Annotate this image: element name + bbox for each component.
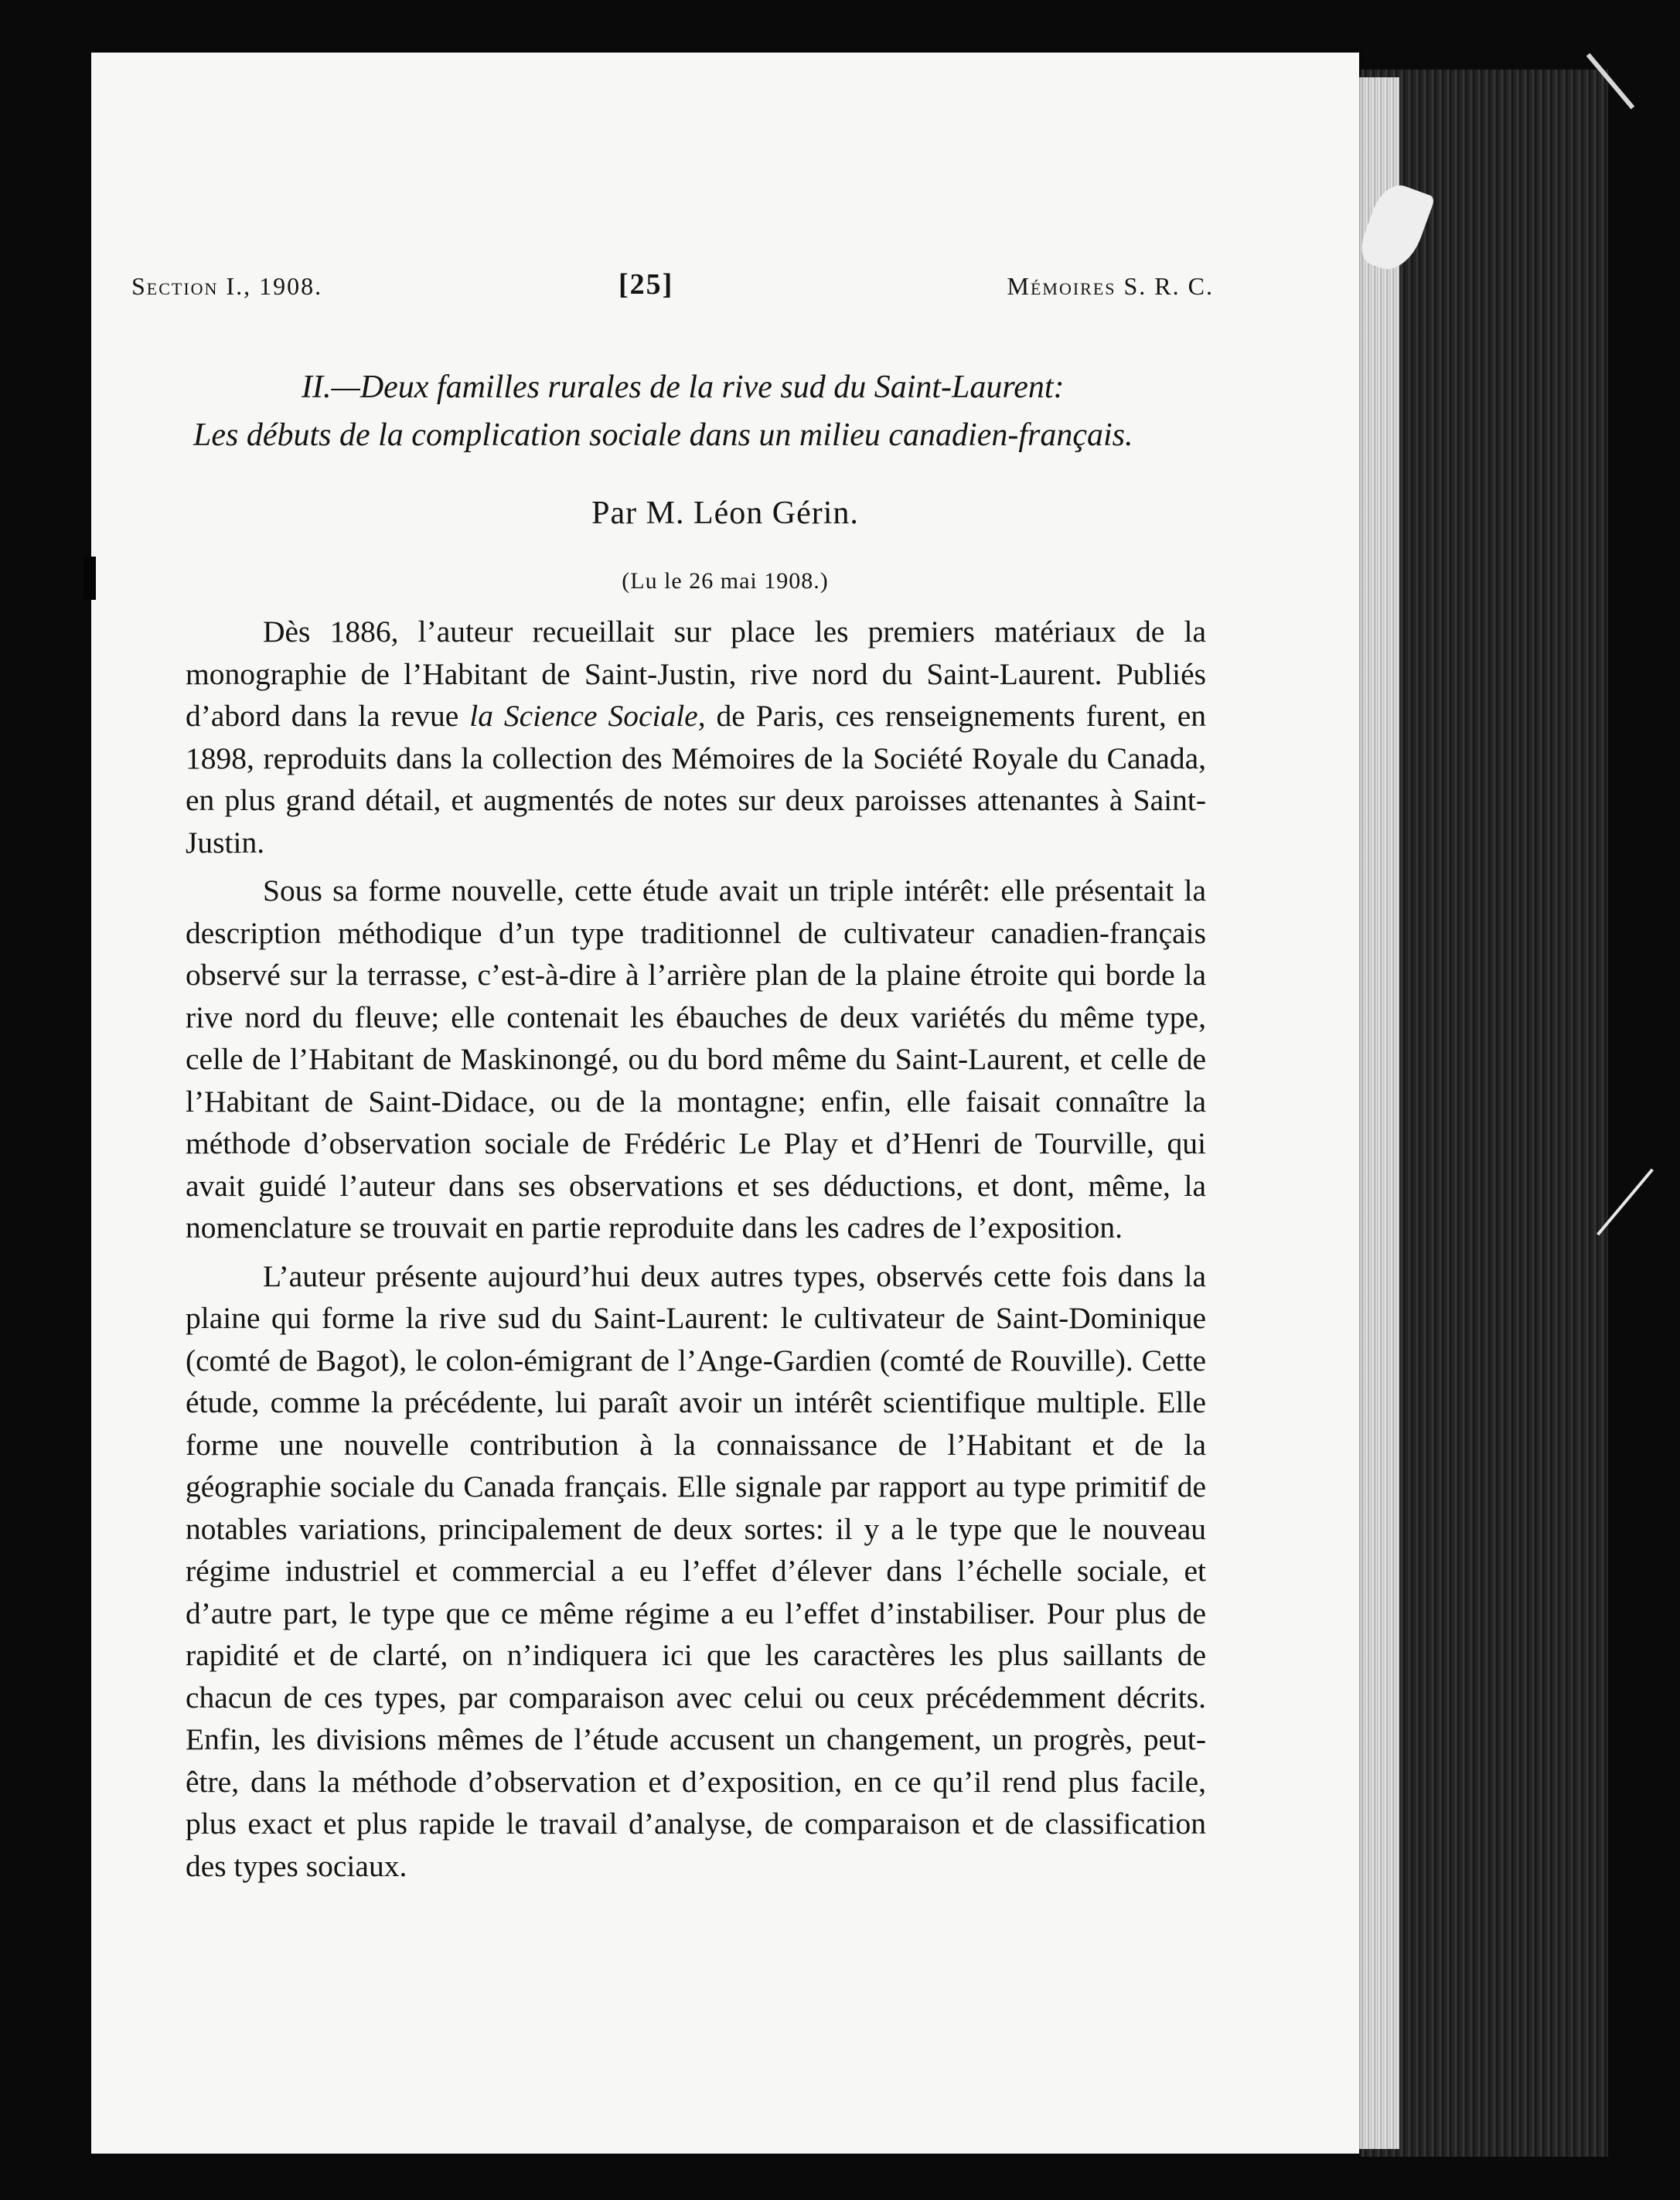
article-title-line-1: II.—Deux familles rurales de la rive sud du Saint-Laurent: [302,370,1065,405]
page-number: [25] [618,268,674,301]
read-date: (Lu le 26 mai 1908.) [622,568,829,594]
journal-name: la Science Sociale, [469,699,706,733]
running-head [131,263,1214,309]
article-title [193,363,1229,459]
article-title-line-2: Les débuts de la complication sociale dans un milieu canadien-français. [193,417,1133,453]
author-line: Par M. Léon Gérin. [591,496,859,531]
paragraph-3: L’auteur présente aujourd’hui deux autres types, observés cette fois dans la plaine qui forme la rive sud du Saint-Laurent: le cultivateur de Saint-Dominique (comté de Bagot), le colon-émigrant de l’Ange-Gardien (comté de Rouville). Cette étude, comme la précédente, lui paraît avoir un intérêt scientifique multiple. Elle forme une nouvelle contribution à la connaissance de l’Habitant et de la géographie sociale du Canada français. Elle signale par rapport au type primitif de notables variations, principalement de deux sortes: il y a le type que le nouveau régime industriel et commercial a eu l’effet d’élever dans l’échelle sociale, et d’autre part, le type que ce même régime a eu l’effet d’instabiliser. Pour plus de rapidité et de clarté, on n’indiquera ici que les caractères les plus saillants de chacun de ces types, par comparaison avec celui ou ceux précédemment décrits. Enfin, les divisions mêmes de l’étude accusent un changement, un progrès, peut-être, dans la méthode d’observation et d’exposition, en ce qu’il rend plus facile, plus exact et plus rapide le travail d’analyse, de comparaison et de classification des types sociaux. [186,1258,1206,1883]
running-head-left: Section I., 1908. [131,272,323,300]
running-head-right: Mémoires S. R. C. [1007,272,1214,300]
paragraph-1-text-b: de Paris, ces renseignements furent, en 1898, reproduits dans la collection des Mémoires de la Société Royale du Canada, en plus grand détail, et augmentés de notes sur deux paroisses attenantes à Saint-Justin. [186,699,1207,860]
paragraph-2: Sous sa forme nouvelle, cette étude avait un triple intérêt: elle présentait la description méthodique d’un type traditionnel de cultivateur canadien-français observé sur la terrasse, c’est-à-dire à l’arrière plan de la plaine étroite qui borde la rive nord du fleuve; elle contenait les ébauches de deux variétés du même type, celle de l’Habitant de Maskinongé, ou du bord même du Saint-Laurent, et celle de l’Habitant de Saint-Didace, ou de la montagne; enfin, elle faisait connaître la méthode d’observation sociale de Frédéric Le Play et d’Henri de Tourville, qui avait guidé l’auteur dans ses observations et ses déductions, et dont, même, la nomenclature se trouvait en partie reproduite dans les cadres de l’exposition. [186,874,1206,1245]
article-body [186,611,1206,1893]
paragraph-1-text-a: Dès 1886, l’auteur recueillait sur place les premiers matériaux de la monographie de l’Habitant de Saint-Justin, rive nord du Saint-Laurent. Publiés d’abord dans la revue [186,615,1206,733]
paragraph-1 [186,611,1206,863]
